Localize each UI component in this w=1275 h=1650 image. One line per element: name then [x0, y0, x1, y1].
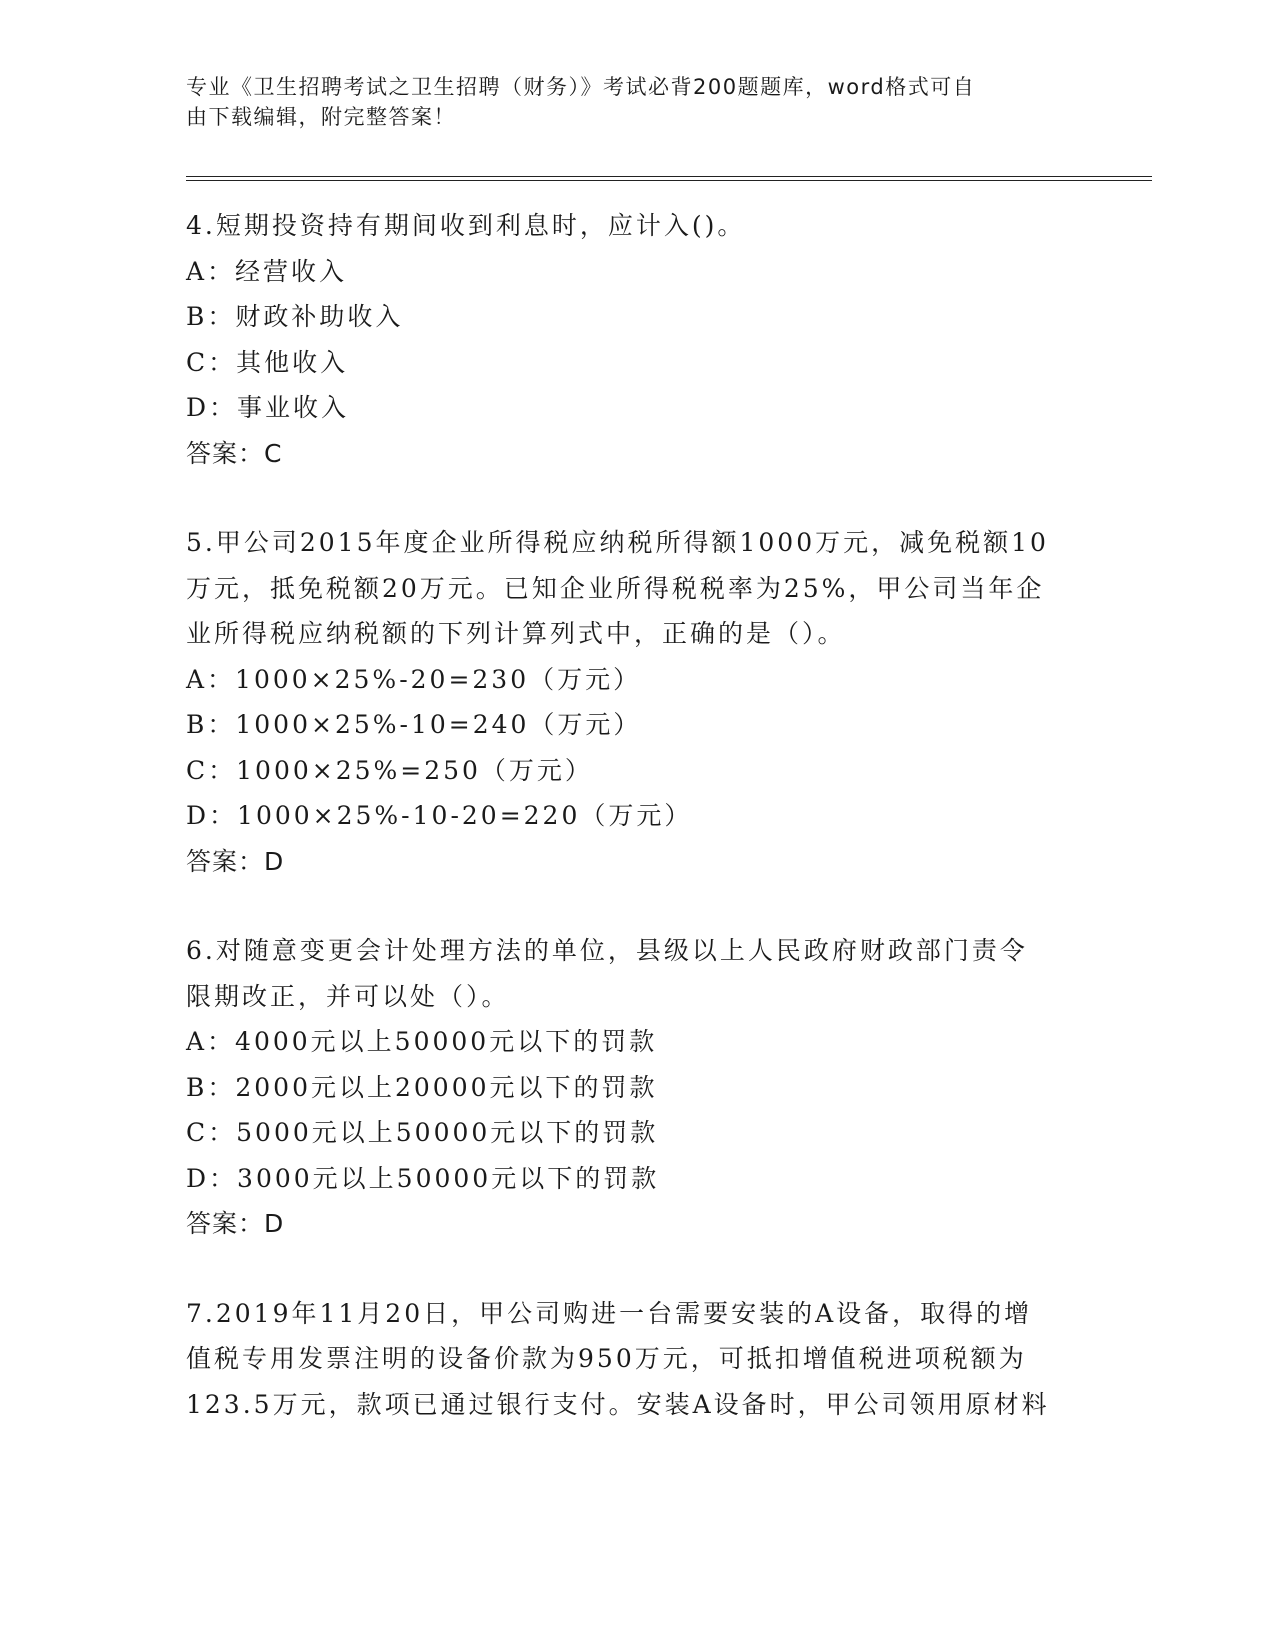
question-spacer	[186, 1247, 1086, 1291]
question-stem: 限期改正，并可以处（）。	[186, 981, 510, 1011]
header-line-1: 专业《卫生招聘考试之卫生招聘（财务）》考试必背200题题库，word格式可自	[186, 75, 976, 99]
option-d: D：事业收入	[186, 393, 350, 422]
question-4	[186, 203, 1086, 476]
question-list	[186, 203, 1086, 1427]
question-stem: 5.甲公司2015年度企业所得税应纳税所得额1000万元，减免税额10	[186, 528, 1049, 557]
question-7	[186, 1291, 1086, 1428]
question-stem: 万元，抵免税额20万元。已知企业所得税税率为25%，甲公司当年企	[186, 573, 1045, 603]
question-stem: 值税专用发票注明的设备价款为950万元，可抵扣增值税进项税额为	[186, 1344, 1027, 1373]
option-b: B：2000元以上20000元以下的罚款	[186, 1072, 658, 1102]
header-line-2: 由下载编辑，附完整答案！	[186, 105, 456, 129]
option-c: C：5000元以上50000元以下的罚款	[186, 1118, 659, 1147]
question-stem: 业所得税应纳税额的下列计算列式中，正确的是（）。	[186, 619, 846, 648]
option-d: D：1000×25%-10-20=220（万元）	[186, 801, 693, 830]
question-5	[186, 520, 1086, 884]
question-stem: 123.5万元，款项已通过银行支付。安装A设备时，甲公司领用原材料	[186, 1389, 1050, 1419]
question-6	[186, 928, 1086, 1247]
question-stem: 6.对随意变更会计处理方法的单位，县级以上人民政府财政部门责令	[186, 936, 1028, 965]
option-a: A：1000×25%-20=230（万元）	[186, 664, 642, 694]
question-stem: 4.短期投资持有期间收到利息时，应计入()。	[186, 211, 746, 240]
question-spacer	[186, 884, 1086, 928]
option-c: C：其他收入	[186, 347, 349, 377]
option-c: C：1000×25%=250（万元）	[186, 755, 593, 785]
document-header	[186, 72, 1066, 132]
option-b: B：1000×25%-10=240（万元）	[186, 710, 642, 739]
option-a: A：经营收入	[186, 256, 348, 286]
answer-line: 答案：D	[186, 846, 285, 876]
question-stem: 7.2019年11月20日，甲公司购进一台需要安装的A设备，取得的增	[186, 1298, 1033, 1328]
answer-line: 答案：C	[186, 438, 283, 468]
option-d: D：3000元以上50000元以下的罚款	[186, 1163, 660, 1193]
option-a: A：4000元以上50000元以下的罚款	[186, 1027, 658, 1056]
answer-line: 答案：D	[186, 1209, 285, 1238]
option-b: B：财政补助收入	[186, 302, 404, 331]
header-divider	[186, 176, 1152, 181]
question-spacer	[186, 476, 1086, 520]
